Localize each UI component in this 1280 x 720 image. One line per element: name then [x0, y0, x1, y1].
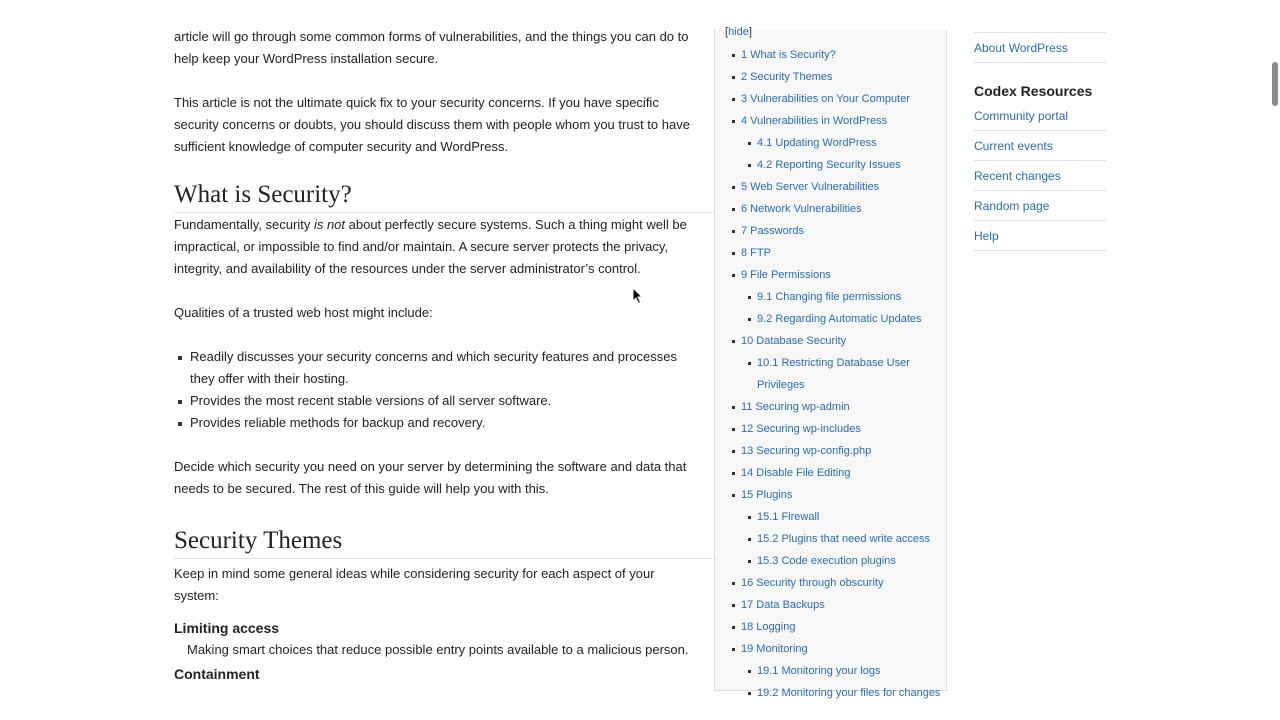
community-portal-link[interactable]: Community portal	[974, 101, 1106, 131]
toc-item	[715, 638, 946, 660]
toc-item	[715, 396, 946, 418]
toc-link[interactable]: 19.1 Monitoring your logs	[757, 665, 881, 677]
toc-link[interactable]: 15 Plugins	[741, 489, 793, 501]
toc-hide-bracket-open: [	[725, 26, 729, 38]
scrollbar-thumb[interactable]	[1272, 62, 1278, 106]
heading-security-themes: Security Themes	[174, 526, 714, 559]
toc-item	[715, 220, 946, 242]
security-paragraph	[174, 214, 696, 280]
toc-link[interactable]: 3 Vulnerabilities on Your Computer	[741, 93, 910, 105]
toc-link[interactable]: 9.2 Regarding Automatic Updates	[757, 313, 922, 325]
toc-link[interactable]: 4.1 Updating WordPress	[757, 137, 877, 149]
toc-link[interactable]: 4.2 Reporting Security Issues	[757, 159, 901, 171]
toc-item	[715, 242, 946, 264]
toc-item	[715, 44, 946, 66]
toc-item	[715, 352, 946, 396]
toc-item	[715, 110, 946, 132]
toc-link[interactable]: 15.2 Plugins that need write access	[757, 533, 931, 545]
about-wordpress-link[interactable]: About WordPress	[974, 32, 1106, 63]
list-item: Readily discusses your security concerns and which security features and processes they offer with their hosting.	[190, 346, 690, 390]
toc-item	[715, 132, 946, 154]
random-page-link[interactable]: Random page	[974, 191, 1106, 221]
toc-link[interactable]: 13 Securing wp-config.php	[741, 445, 872, 457]
toc-hide-toggle	[725, 26, 752, 38]
intro-line-2: help keep your WordPress installation secure.	[174, 51, 439, 66]
toc-link[interactable]: 7 Passwords	[741, 225, 804, 237]
toc-item	[715, 66, 946, 88]
toc-link[interactable]: 9 File Permissions	[741, 269, 831, 281]
toc-link[interactable]: 10.1 Restricting Database User Privileges	[757, 357, 910, 391]
toc-item	[715, 660, 946, 682]
themes-paragraph: Keep in mind some general ideas while considering security for each aspect of your system:	[174, 566, 655, 603]
security-text-before: Fundamentally, security	[174, 217, 314, 232]
security-text-emphasis: is not	[313, 217, 346, 232]
toc-item	[715, 264, 946, 286]
table-of-contents	[714, 26, 947, 699]
toc-link[interactable]: 12 Securing wp-includes	[741, 423, 861, 435]
toc-item	[715, 330, 946, 352]
toc-hide-bracket-close: ]	[748, 26, 752, 38]
qualities-intro: Qualities of a trusted web host might include:	[174, 305, 433, 320]
toc-link[interactable]: 17 Data Backups	[741, 599, 825, 611]
vertical-scrollbar[interactable]	[1270, 0, 1280, 720]
article-content	[174, 26, 714, 685]
toc-item	[715, 440, 946, 462]
current-events-link[interactable]: Current events	[974, 131, 1106, 161]
toc-link[interactable]: 1 What is Security?	[741, 49, 836, 61]
toc-item	[715, 528, 946, 550]
security-text-after: about perfectly secure systems. Such a thing might well be impractical, or impossible to find and/or maintain. A secure server protects the privacy, integrity, and availability of the resources under the server administrator’s control.	[174, 217, 687, 276]
toc-item	[715, 616, 946, 638]
toc-link[interactable]: 16 Security through obscurity	[741, 577, 884, 589]
toc-item	[715, 572, 946, 594]
help-link[interactable]: Help	[974, 221, 1106, 251]
toc-item	[715, 308, 946, 330]
toc-item	[715, 176, 946, 198]
toc-link[interactable]: 6 Network Vulnerabilities	[741, 203, 862, 215]
toc-link[interactable]: 18 Logging	[741, 621, 796, 633]
toc-hide-link[interactable]: hide	[728, 26, 749, 38]
toc-link[interactable]: 8 FTP	[741, 247, 771, 259]
toc-item	[715, 682, 946, 704]
toc-item	[715, 198, 946, 220]
heading-what-is-security: What is Security?	[174, 180, 714, 213]
toc-link[interactable]: 11 Securing wp-admin	[741, 401, 850, 413]
toc-link[interactable]: 4 Vulnerabilities in WordPress	[741, 115, 888, 127]
toc-link[interactable]: 2 Security Themes	[741, 71, 833, 83]
toc-list	[715, 44, 946, 704]
mouse-cursor-icon	[632, 287, 644, 305]
intro-line-1: article will go through some common forms of vulnerabilities, and the things you can do to	[174, 29, 689, 44]
recent-changes-link[interactable]: Recent changes	[974, 161, 1106, 191]
toc-link[interactable]: 9.1 Changing file permissions	[757, 291, 902, 303]
limiting-access-heading: Limiting access	[174, 620, 280, 636]
toc-link[interactable]: 10 Database Security	[741, 335, 847, 347]
toc-link[interactable]: 15.1 Firewall	[757, 511, 820, 523]
toc-item	[715, 462, 946, 484]
right-sidebar	[974, 32, 1106, 251]
toc-link[interactable]: 19.2 Monitoring your files for changes	[757, 687, 941, 699]
toc-link[interactable]: 14 Disable File Editing	[741, 467, 851, 479]
decide-paragraph: Decide which security you need on your server by determining the software and data that needs to be secured. The rest of this guide will help you with this.	[174, 459, 687, 496]
toc-link[interactable]: 15.3 Code execution plugins	[757, 555, 896, 567]
list-item: Provides reliable methods for backup and recovery.	[190, 412, 690, 434]
toc-item	[715, 506, 946, 528]
toc-item	[715, 550, 946, 572]
toc-item	[715, 286, 946, 308]
codex-resources-heading: Codex Resources	[974, 83, 1093, 99]
intro-paragraph-2: This article is not the ultimate quick fix to your security concerns. If you have specific security concerns or doubts, you should discuss them with people whom you trust to have sufficient knowledge of computer security and WordPress.	[174, 95, 690, 154]
toc-item	[715, 88, 946, 110]
toc-link[interactable]: 19 Monitoring	[741, 643, 808, 655]
list-item: Provides the most recent stable versions of all server software.	[190, 390, 690, 412]
toc-item	[715, 154, 946, 176]
toc-item	[715, 484, 946, 506]
toc-item	[715, 418, 946, 440]
limiting-access-text: Making smart choices that reduce possible entry points available to a malicious person.	[187, 642, 689, 657]
qualities-list	[174, 346, 690, 434]
intro-paragraph-1	[174, 26, 714, 70]
containment-heading: Containment	[174, 666, 260, 682]
toc-item	[715, 594, 946, 616]
toc-link[interactable]: 5 Web Server Vulnerabilities	[741, 181, 880, 193]
